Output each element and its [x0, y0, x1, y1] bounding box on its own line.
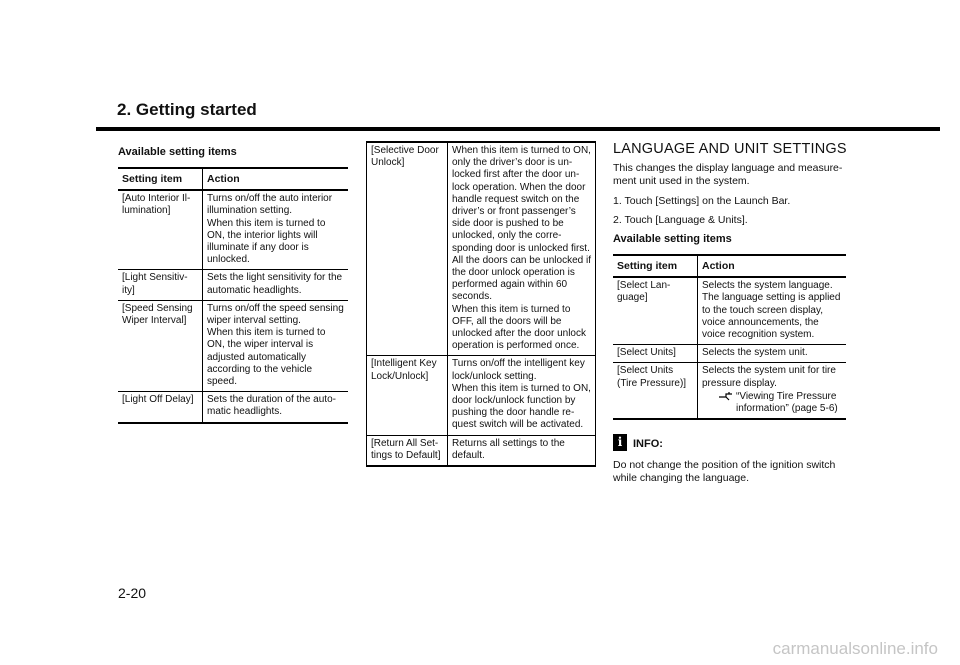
middle-column	[366, 141, 596, 467]
setting-item: [Select Lan-guage]	[613, 277, 698, 345]
header-rule	[96, 127, 940, 131]
setting-action: Selects the system language. The language setting is applied to the touch screen display, voice announcements, the voice recognition system.	[702, 280, 841, 341]
setting-item: [Return All Set-tings to Default]	[367, 435, 448, 466]
setting-action: Selects the system unit.	[702, 347, 808, 359]
watermark: carmanualsonline.info	[772, 639, 938, 658]
table-row	[118, 270, 348, 300]
setting-item: [Intelligent Key Lock/Unlock]	[367, 356, 448, 435]
setting-action: Turns on/off the auto interior illumination setting. When this item is turned to ON, the interior lights will illuminate if any door is unlocked.	[207, 193, 333, 266]
setting-item: [Light Off Delay]	[118, 392, 203, 423]
available-settings-label: Available setting items	[118, 146, 237, 158]
setting-action-cell	[698, 363, 847, 419]
language-unit-heading: LANGUAGE AND UNIT SETTINGS	[613, 141, 847, 157]
right-column	[613, 143, 848, 492]
left-column	[118, 146, 348, 424]
page-number: 2-20	[118, 585, 147, 601]
section-title: 2. Getting started	[117, 100, 257, 119]
step-item: 2. Touch [Language & Units].	[613, 214, 748, 226]
reference-text[interactable]: “Viewing Tire Pressure information” (page 5-6)	[736, 390, 838, 415]
table-row	[118, 300, 348, 391]
setting-item: [Selective Door Unlock]	[367, 142, 448, 356]
info-block	[613, 434, 848, 451]
setting-action: Returns all settings to the default.	[448, 435, 596, 466]
info-label: INFO:	[633, 438, 663, 451]
available-settings-label: Available setting items	[613, 233, 732, 245]
header-action: Action	[702, 260, 735, 272]
table-row	[118, 392, 348, 423]
setting-action: Sets the duration of the auto-matic headlights.	[207, 394, 336, 418]
table-row	[613, 363, 846, 419]
setting-action: Turns on/off the intelligent key lock/unlock setting. When this item is turned to ON, door lock/unlock function by pushing the door handle re-quest switch will be activated.	[448, 356, 596, 435]
setting-item: [Speed Sensing Wiper Interval]	[118, 300, 203, 391]
setting-action: Sets the light sensitivity for the automatic headlights.	[207, 272, 343, 296]
setting-action: Selects the system unit for tire pressure display.	[702, 365, 836, 389]
header-action: Action	[207, 173, 240, 185]
table-row	[367, 356, 596, 435]
table-row	[613, 277, 846, 345]
table-header-row	[118, 168, 348, 190]
table-row	[613, 345, 846, 363]
settings-table-left	[118, 167, 348, 424]
table-row	[367, 435, 596, 466]
info-text: Do not change the position of the ignition switch while changing the language.	[613, 459, 836, 485]
settings-table-right	[613, 254, 846, 420]
setting-action: When this item is turned to ON, only the driver’s door is un-locked first after the door un-lock operation. When the door handle request switch on the driver’s or front passenger’s side door is pushed to be unlocked, only the corre-sponding door is unlocked first. All the doors can be unlocked if the door unlock operation is performed again within 60 seconds. When this item is turned to OFF, all the doors will be unlocked after the door unlock operation is performed once.	[448, 142, 596, 356]
settings-table-middle	[366, 141, 596, 467]
intro-text: This changes the display language and measure-ment unit used in the system.	[613, 162, 843, 187]
setting-action: Turns on/off the speed sensing wiper interval setting. When this item is turned to ON, the wiper interval is adjusted automatically according to the vehicle speed.	[207, 302, 344, 388]
setting-item: [Select Units (Tire Pressure)]	[613, 363, 698, 419]
page-reference	[702, 391, 842, 415]
setting-item: [Auto Interior Il-lumination]	[118, 190, 203, 270]
header-setting-item: Setting item	[613, 255, 698, 277]
setting-item: [Select Units]	[613, 345, 698, 363]
table-row	[367, 142, 596, 356]
header-setting-item: Setting item	[118, 168, 203, 190]
step-item: 1. Touch [Settings] on the Launch Bar.	[613, 195, 791, 207]
reference-icon	[718, 391, 736, 415]
info-icon: i	[613, 434, 627, 451]
table-row	[118, 190, 348, 270]
setting-item: [Light Sensitiv-ity]	[118, 270, 203, 300]
table-header-row	[613, 255, 846, 277]
